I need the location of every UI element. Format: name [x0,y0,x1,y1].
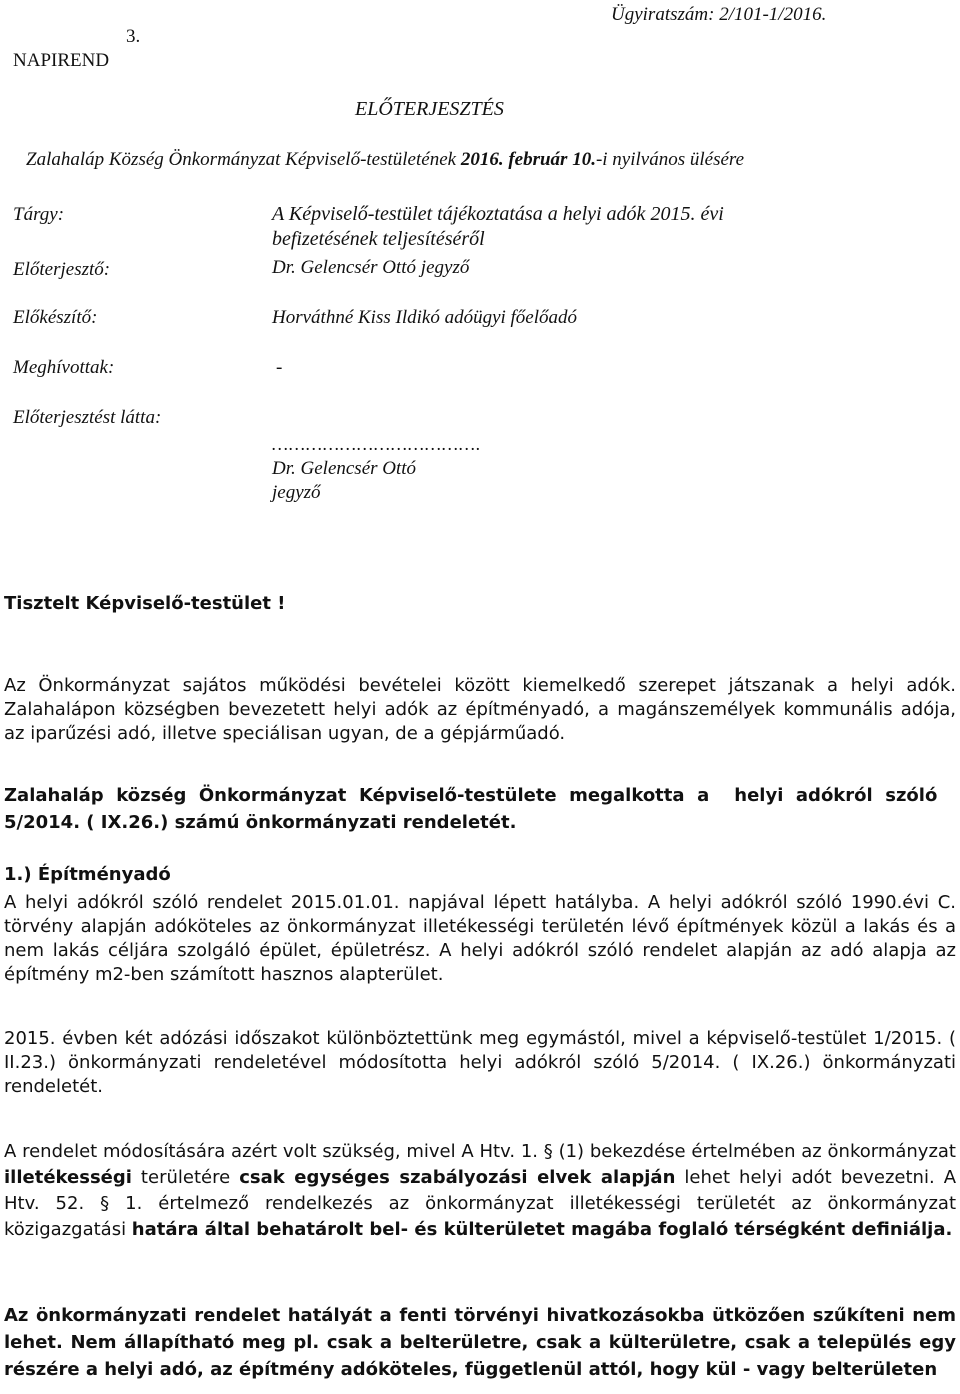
presenter-label: Előterjesztő: [13,259,111,280]
paragraph-tax-periods: 2015. évben két adózási időszakot különböztettünk meg egymástól, mivel a képviselő-testület 1/2015. ( II.23.) önkormányzati rendeletével módosította helyi adókról szóló 5/2014. ( IX.26.) önkormányzati rendeletét. [4,1028,956,1097]
session-line [26,149,744,171]
invited-value: - [276,357,283,378]
invited-label: Meghívottak: [13,357,115,378]
document-title: ELŐTERJESZTÉS [355,98,504,120]
presenter-value: Dr. Gelencsér Ottó jegyző [272,257,470,278]
amendment-bold-3: határa által behatárolt bel- és külterületet magába foglaló térségként definiálja. [131,1219,953,1240]
amendment-text-3: lehet helyi adót bevezetni. A Htv. 52. § 1. értelmező rendelkezés az önkormányzat illetékességi területét az önkormányzat közigazgatási [4,1167,957,1240]
preparer-value: Horváthné Kiss Ildikó adóügyi főelőadó [272,307,578,328]
section-heading-building-tax: 1.) Építményadó [4,864,171,885]
amendment-text-1: A rendelet módosítására azért volt szükség, mivel A Htv. 1. § (1) bekezdése értelmében az önkormányzat [4,1141,956,1162]
agenda-label: NAPIREND [13,50,110,71]
paragraph-regulation-line-2: 5/2014. ( IX.26.) számú önkormányzati rendeletét. [4,812,517,833]
session-prefix: Zalahaláp Község Önkormányzat Képviselő-testületének [26,149,461,170]
seen-label: Előterjesztést látta: [13,407,162,428]
session-suffix: -i nyilvános ülésére [595,149,745,170]
amendment-text-2: területére [131,1167,240,1188]
session-date: 2016. február 10. [460,149,596,170]
subject-line-1: A Képviselő-testület tájékoztatása a helyi adók 2015. évi [272,203,724,225]
agenda-number: 3. [126,26,141,47]
amendment-bold-1: illetékességi [4,1167,132,1188]
signature-name: Dr. Gelencsér Ottó [272,458,417,479]
paragraph-amendment [4,1139,956,1243]
signature-title: jegyző [272,482,321,503]
subject-label: Tárgy: [13,204,65,225]
preparer-label: Előkészítő: [13,307,98,328]
amendment-bold-2: csak egységes szabályozási elvek alapján [239,1167,676,1188]
paragraph-scope: Az önkormányzati rendelet hatályát a fenti törvényi hivatkozásokba ütközően szűkíteni nem lehet. Nem állapítható meg pl. csak a belterületre, csak a külterületre, csak a település egy részére a helyi adó, az építmény adóköteles, függetlenül attól, hogy kül - vagy belterületen [4,1305,956,1380]
paragraph-regulation-line-1: Zalahaláp község Önkormányzat Képviselő-testülete megalkotta a helyi adókról szóló [4,785,938,806]
salutation: Tisztelt Képviselő-testület ! [4,593,286,614]
signature-dots: ………………………………. [272,434,482,454]
paragraph-intro: Az Önkormányzat sajátos működési bevételei között kiemelkedő szerepet játszanak a helyi adók. Zalahalápon községben bevezetett helyi adók az építményadó, a magánszemélyek kommunális adója, az iparűzési adó, illetve speciálisan ugyan, de a gépjárműadó. [4,675,956,744]
subject-line-2: befizetésének teljesítéséről [272,228,485,250]
paragraph-building-tax: A helyi adókról szóló rendelet 2015.01.01. napjával lépett hatályba. A helyi adókról szóló 1990.évi C. törvény alapján adóköteles az önkormányzat illetékességi területén lévő építmények közül a lakás és a nem lakás céljára szolgáló épület, épületrész. A helyi adókról szóló rendelet alapján az adó alapja az építmény m2-ben számított hasznos alapterület. [4,892,956,985]
file-number: Ügyiratszám: 2/101-1/2016. [611,4,827,25]
